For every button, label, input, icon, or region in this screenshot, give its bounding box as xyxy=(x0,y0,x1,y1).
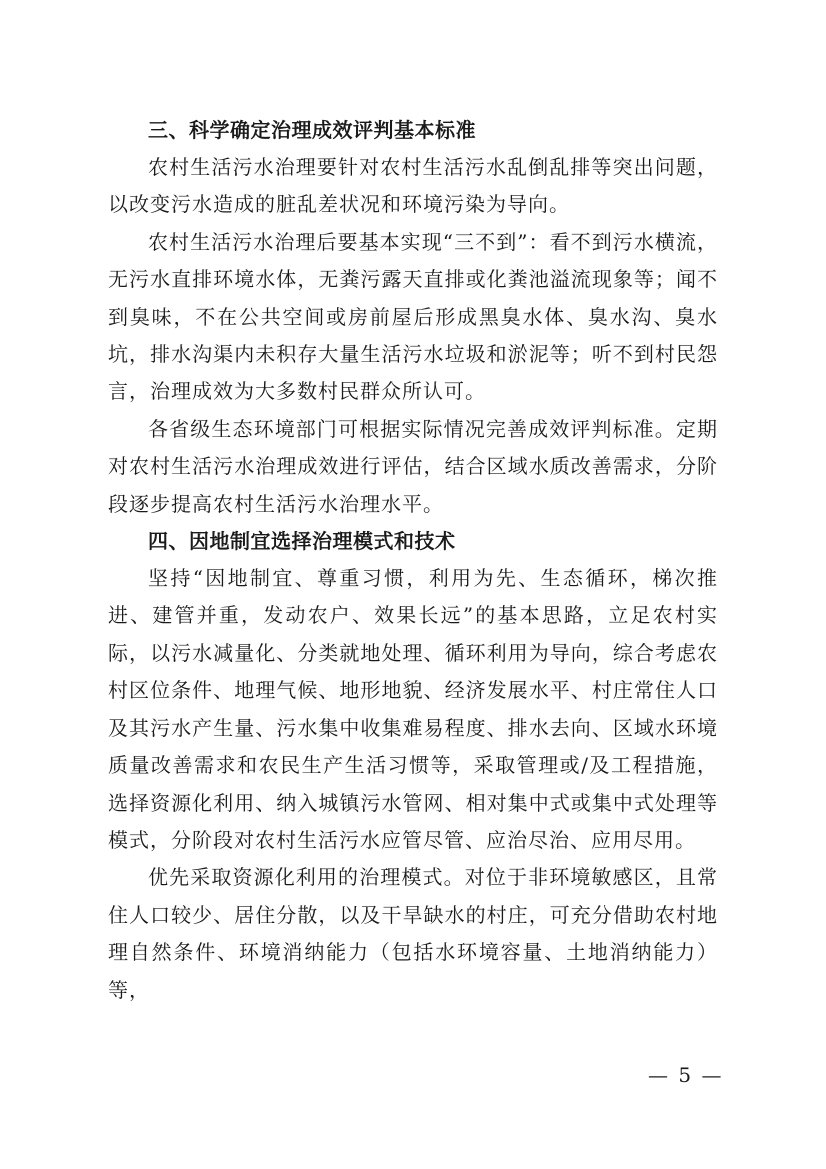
section-heading: 四、因地制宜选择治理模式和技术 xyxy=(148,529,456,554)
paragraph: 坚持“因地制宜、尊重习惯，利用为先、生态循环，梯次推进、建管并重，发动农户、效果长远”的基本思路，立足农村实际，以污水减量化、分类就地处理、循环利用为导向，综合考虑农村区位条件、地理气候、地形地貌、经济发展水平、村庄常住人口及其污水产生量、污水集中收集难易程度、排水去向、区域水环境质量改善需求和农民生产生活习惯等，采取管理或/及工程措施，选择资源化利用、纳入城镇污水管网、相对集中式或集中式处理等模式，分阶段对农村生活污水应管尽管、应治尽治、应用尽用。 xyxy=(108,566,718,852)
section-heading: 三、科学确定治理成效评判基本标准 xyxy=(148,118,476,142)
page-number: — 5 — xyxy=(648,1063,724,1087)
paragraph: 农村生活污水治理要针对农村生活污水乱倒乱排等突出问题，以改变污水造成的脏乱差状况和环境污染为导向。 xyxy=(108,155,718,217)
document-body xyxy=(108,112,718,1009)
paragraph: 各省级生态环境部门可根据实际情况完善成效评判标准。定期对农村生活污水治理成效进行评估，结合区域水质改善需求，分阶段逐步提高农村生活污水治理水平。 xyxy=(108,416,718,516)
paragraph: 农村生活污水治理后要基本实现“三不到”：看不到污水横流，无污水直排环境水体，无粪污露天直排或化粪池溢流现象等；闻不到臭味，不在公共空间或房前屋后形成黑臭水体、臭水沟、臭水坑，排水沟渠内未积存大量生活污水垃圾和淤泥等；听不到村民怨言，治理成效为大多数村民群众所认可。 xyxy=(108,229,718,404)
paragraph: 优先采取资源化利用的治理模式。对位于非环境敏感区，且常住人口较少、居住分散，以及干旱缺水的村庄，可充分借助农村地理自然条件、环境消纳能力（包括水环境容量、土地消纳能力）等， xyxy=(108,865,718,1002)
